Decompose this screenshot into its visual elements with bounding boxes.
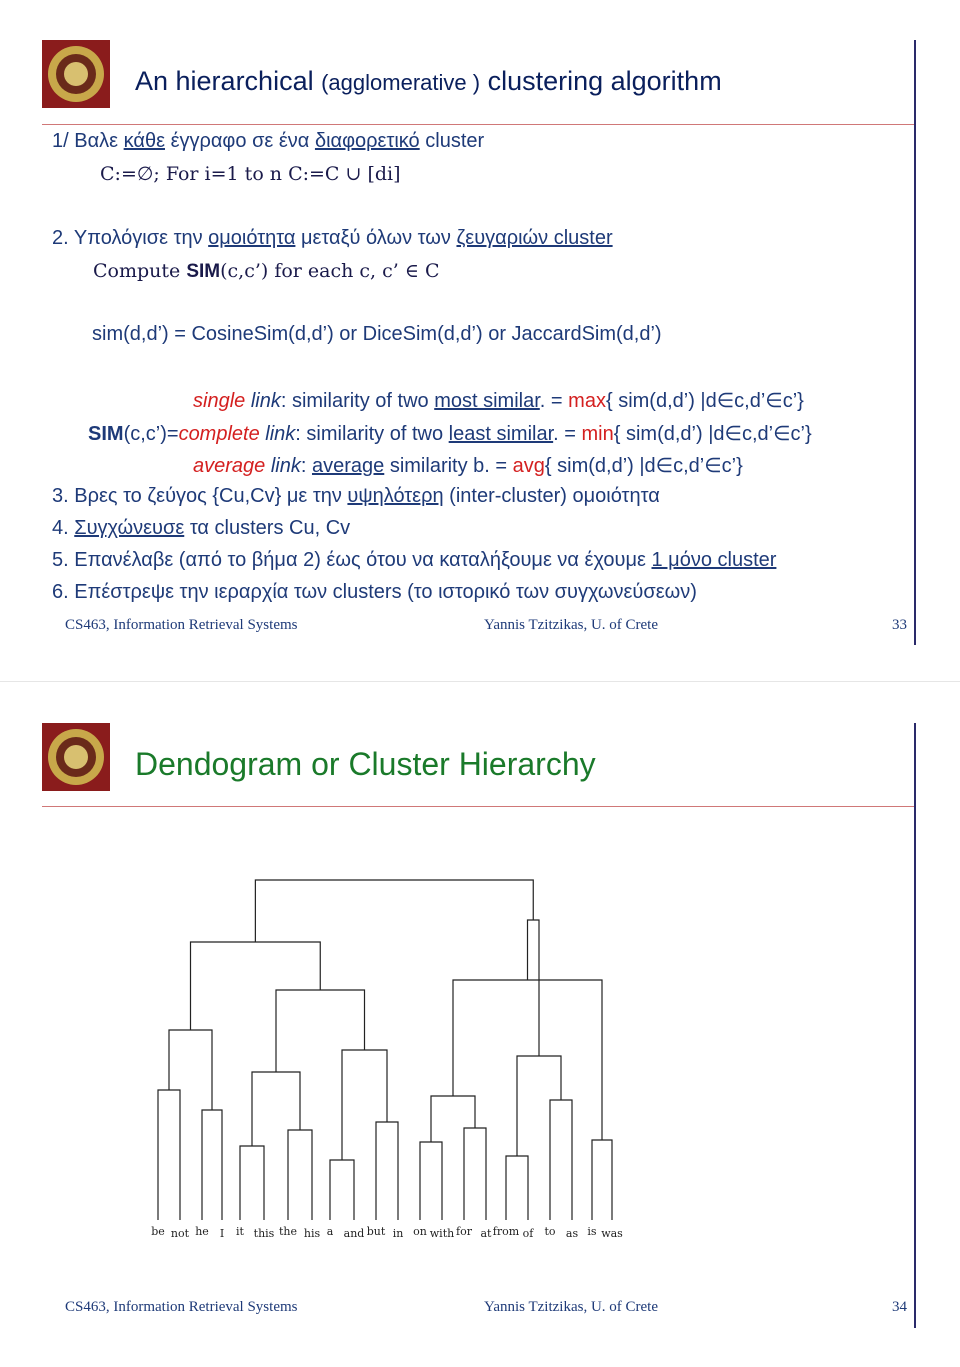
dendrogram-leaf-label: from: [492, 1225, 520, 1238]
title-rule: [42, 806, 916, 807]
title-rest: clustering algorithm: [487, 66, 722, 96]
slide-divider: [0, 681, 960, 682]
dendrogram-leaf-label: for: [456, 1225, 472, 1238]
dendrogram-leaf-label: as: [565, 1227, 579, 1240]
title-main: An hierarchical: [135, 66, 314, 96]
dendrogram-leaf-label: I: [219, 1227, 225, 1240]
step-1: 1/ Βαλε κάθε έγγραφο σε ένα διαφορετικό cluster: [52, 130, 485, 152]
step-6: 6. Επέστρεψε την ιεραρχία των clusters (το ιστορικό των συγχωνεύσεων): [52, 581, 697, 603]
slide-title: [135, 66, 722, 97]
dendrogram-leaf-label: it: [236, 1225, 244, 1238]
single-link-line: single link: similarity of two most similar. = max{ sim(d,d’) |d∈c,d’∈c’}: [193, 390, 804, 412]
university-of-crete-logo: [42, 40, 110, 108]
right-rule: [914, 40, 916, 645]
complete-link-line: SIM(c,c’)=complete link: similarity of two least similar. = min{ sim(d,d’) |d∈c,d’∈c’}: [88, 423, 812, 445]
dendrogram-leaf-label: was: [601, 1227, 623, 1240]
dendrogram-leaf-label: to: [544, 1225, 556, 1238]
slide-title: Dendogram or Cluster Hierarchy: [135, 746, 596, 782]
footer-course: CS463, Information Retrieval Systems: [65, 1299, 298, 1315]
dendrogram-leaf-label: be: [151, 1225, 165, 1238]
step-2-code: Compute SIM(c,c’) for each c, c’ ∈ C: [93, 260, 440, 282]
slide-34: [0, 683, 960, 1367]
dendrogram-leaf-label: and: [343, 1227, 365, 1240]
dendrogram-leaf-label: in: [392, 1227, 404, 1240]
average-link-line: average link: average similarity b. = avg{ sim(d,d’) |d∈c,d’∈c’}: [193, 455, 743, 477]
footer-author: Yannis Tzitzikas, U. of Crete: [484, 1299, 659, 1315]
step-4: 4. Συγχώνευσε τα clusters Cu, Cv: [52, 517, 351, 539]
dendrogram-leaf-label: at: [480, 1227, 492, 1240]
step-5: 5. Επανέλαβε (από το βήμα 2) έως ότου να καταλήξουμε να έχουμε 1 μόνο cluster: [52, 549, 777, 571]
step-2: 2. Υπολόγισε την ομοιότητα μεταξύ όλων των ζευγαριών cluster: [52, 227, 613, 249]
footer-course: CS463, Information Retrieval Systems: [65, 617, 298, 633]
step-1-code: C:=∅; For i=1 to n C:=C ∪ [di]: [100, 163, 401, 185]
university-of-crete-logo: [42, 723, 110, 791]
step-3: 3. Βρες το ζεύγος {Cu,Cv} με την υψηλότερη (inter-cluster) ομοιότητα: [52, 485, 660, 507]
dendrogram-leaf-label: the: [278, 1225, 298, 1238]
page-number: 34: [892, 1299, 907, 1315]
dendrogram-leaf-label: with: [429, 1227, 455, 1240]
dendrogram-leaf-label: he: [195, 1225, 209, 1238]
dendrogram-leaf-label: on: [413, 1225, 427, 1238]
slide-33: [0, 0, 960, 680]
dendrogram-leaf-label: but: [366, 1225, 386, 1238]
dendrogram-leaf-label: not: [170, 1227, 190, 1240]
right-rule: [914, 723, 916, 1328]
dendrogram-leaf-label: a: [326, 1225, 334, 1238]
title-paren: (agglomerative ): [321, 70, 481, 95]
dendrogram-leaf-label: his: [303, 1227, 321, 1240]
dendrogram-figure: [140, 860, 623, 1255]
dendrogram-leaf-label: this: [253, 1227, 275, 1240]
footer-author: Yannis Tzitzikas, U. of Crete: [484, 617, 659, 633]
title-rule: [42, 124, 916, 125]
sim-definition: sim(d,d’) = CosineSim(d,d’) or DiceSim(d,d’) or JaccardSim(d,d’): [92, 323, 662, 345]
page-number: 33: [892, 617, 907, 633]
dendrogram-leaf-label: is: [587, 1225, 597, 1238]
dendrogram-leaf-label: of: [522, 1227, 534, 1240]
